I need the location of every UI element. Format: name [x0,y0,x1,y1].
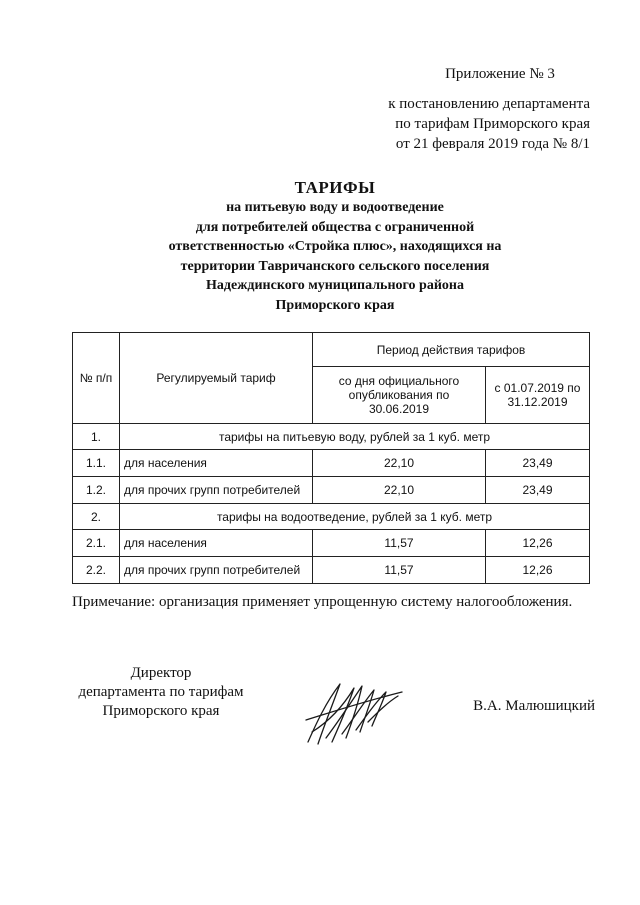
position-line: Приморского края [102,703,220,719]
position-line: Директор [130,665,192,681]
subtitle-line: территории Тавричанского сельского поселения [180,258,490,274]
section-row [73,504,590,530]
row-value-period-2: 12,26 [485,557,589,584]
col-header-period: Период действия тарифов [313,333,590,367]
row-number: 2.1. [73,530,120,557]
row-consumer: для населения [120,450,313,477]
tax-note: Примечание: организация применяет упрощенную систему налогообложения. [72,594,573,610]
document-subtitle [0,198,640,315]
subtitle-line: Приморского края [275,297,395,313]
handwritten-signature [302,672,406,748]
row-value-period-2: 12,26 [485,530,589,557]
row-value-period-2: 23,49 [485,477,589,504]
row-number: 2.2. [73,557,120,584]
subtitle-line: Надеждинского муниципального района [206,278,464,293]
document-title: ТАРИФЫ [294,178,376,197]
section-title: тарифы на питьевую воду, рублей за 1 куб. метр [120,424,590,450]
section-title: тарифы на водоотведение, рублей за 1 куб. метр [120,504,590,530]
table-row [73,530,590,557]
col-header-period-1: со дня официального опубликования по 30.06.2019 [313,367,486,424]
row-number: 1.1. [73,450,120,477]
decree-reference-line: к постановлению департамента [388,96,590,112]
row-number: 1.2. [73,477,120,504]
position-line: департамента по тарифам [78,684,244,700]
section-row [73,424,590,450]
row-consumer: для прочих групп потребителей [120,477,313,504]
row-value-period-1: 11,57 [313,557,486,584]
row-consumer: для населения [120,530,313,557]
row-value-period-1: 11,57 [313,530,486,557]
row-consumer: для прочих групп потребителей [120,557,313,584]
section-number: 2. [73,504,120,530]
row-value-period-2: 23,49 [485,450,589,477]
decree-reference-line: по тарифам Приморского края [395,116,590,132]
table-header-row [73,333,590,367]
signatory-name: В.А. Малюшицкий [473,698,595,714]
signatory-position [72,664,250,721]
col-header-tariff: Регулируемый тариф [120,333,313,424]
table-row [73,557,590,584]
section-number: 1. [73,424,120,450]
signature-strokes [306,684,402,744]
table-row [73,450,590,477]
row-value-period-1: 22,10 [313,450,486,477]
decree-reference-line: от 21 февраля 2019 года № 8/1 [395,136,590,152]
col-header-period-2: с 01.07.2019 по 31.12.2019 [485,367,589,424]
table-row [73,477,590,504]
tariff-table [72,332,590,584]
appendix-label: Приложение № 3 [445,66,555,82]
subtitle-line: на питьевую воду и водоотведение [226,200,444,215]
row-value-period-1: 22,10 [313,477,486,504]
subtitle-line: ответственностью «Стройка плюс», находящихся на [168,239,502,254]
decree-reference [340,94,590,154]
subtitle-line: для потребителей общества с ограниченной [195,219,475,235]
col-header-number: № п/п [73,333,120,424]
